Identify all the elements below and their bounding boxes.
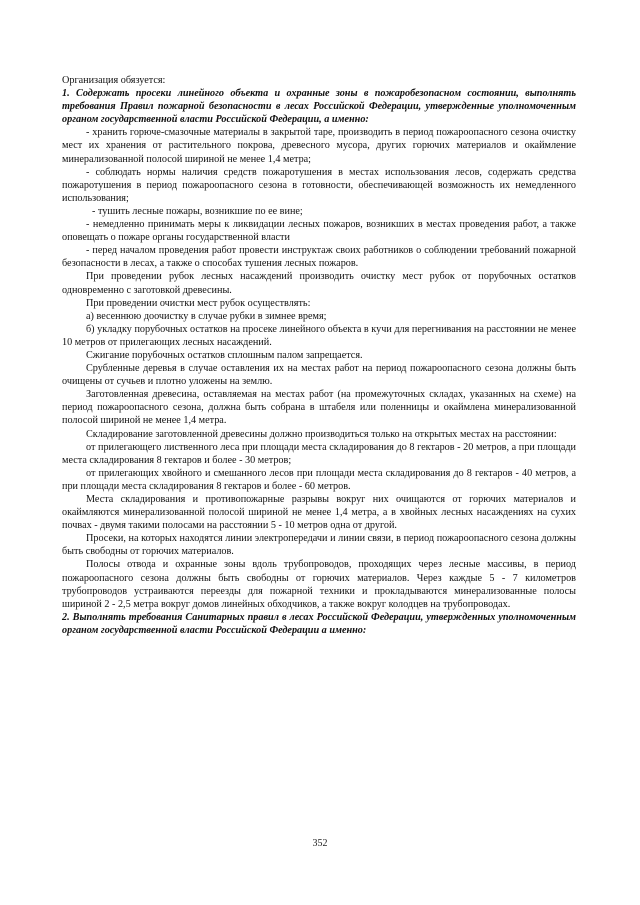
paragraph-briefing: - перед началом проведения работ провести инструктаж своих работников о соблюдении требований пожарной безопасности в лесах, а также о способах тушения лесных пожаров. [62, 245, 576, 270]
paragraph-burning-prohibited: Сжигание порубочных остатков сплошным палом запрещается. [86, 349, 363, 361]
page-number: 352 [312, 838, 328, 849]
paragraph-coniferous-distance: от прилегающих хвойного и смешанного лесов при площади места складирования до 8 гектаров - 40 метров, а при площади места складирования 8 гектаров и более - 60 метров. [62, 467, 576, 492]
paragraph-liquidation-measures: - немедленно принимать меры к ликвидации лесных пожаров, возникших в местах проведения работ, а также оповещать о пожаре органы государственной власти [62, 219, 576, 244]
paragraph-item-a: а) весеннюю доочистку в случае рубки в зимнее время; [86, 310, 327, 322]
paragraph-firefighting-means: - соблюдать нормы наличия средств пожаротушения в местах использования лесов, содержать средства пожаротушения в период пожароопасного сезона в готовности, обеспечивающей возможность их немедленного использования; [62, 166, 576, 204]
document-page [62, 74, 576, 637]
paragraph-extinguish-fires: - тушить лесные пожары, возникшие по ее вине; [92, 205, 303, 217]
paragraph-pipelines: Полосы отвода и охранные зоны вдоль трубопроводов, проходящих через лесные массивы, в период пожароопасного сезона должны быть свободны от горючих материалов. Через каждые 5 - 7 километров трубопроводов устраиваются переезды для пожарной техники и прокладываются минерализованные полосы шириной 2 - 2,5 метра вокруг домов линейных обходчиков, а также вокруг колодцев на трубопроводах. [62, 559, 576, 610]
paragraph-logging-cleanup: При проведении рубок лесных насаждений производить очистку мест рубок от порубочных остатков одновременно с заготовкой древесины. [62, 271, 576, 296]
paragraph-harvested-wood: Заготовленная древесина, оставляемая на местах работ (на промежуточных складах, указанных на схеме) на период пожароопасного сезона, должна быть собрана в штабеля или поленницы и окаймлена минерализованной полосой шириной не менее 1,4 метра. [62, 389, 576, 427]
paragraph-felled-trees: Срубленные деревья в случае оставления их на местах работ на период пожароопасного сезона должны быть очищены от сучьев и плотно уложены на землю. [62, 363, 576, 388]
paragraph-cleanup-intro: При проведении очистки мест рубок осуществлять: [86, 297, 311, 309]
section-2-heading: 2. Выполнять требования Санитарных правил в лесах Российской Федерации, утвержденных уполномоченным органом государственной власти Российской Федерации а именно: [62, 611, 576, 636]
paragraph-fuel-storage: - хранить горюче-смазочные материалы в закрытой таре, производить в период пожароопасного сезона очистку мест их хранения от растительного покрова, древесного мусора, других горючих материалов и окаймление минерализованной полосой шириной не менее 1,4 метра; [62, 127, 576, 165]
paragraph-power-lines: Просеки, на которых находятся линии электропередачи и линии связи, в период пожароопасного сезона должны быть свободны от горючих материалов. [62, 533, 576, 558]
paragraph-item-b: б) укладку порубочных остатков на просеке линейного объекта в кучи для перегнивания на расстоянии не менее 10 метров от прилегающих лесных насаждений. [62, 323, 576, 348]
paragraph-storage-distance: Складирование заготовленной древесины должно производиться только на открытых местах на расстоянии: [86, 428, 557, 440]
intro-line: Организация обязуется: [62, 75, 166, 86]
paragraph-firebreaks: Места складирования и противопожарные разрывы вокруг них очищаются от горючих материалов и окаймляются минерализованной полосой шириной не менее 1,4 метра, а в хвойных лесных насаждениях на сухих почвах - двумя такими полосами на расстоянии 5 - 10 метров одна от другой. [62, 494, 576, 532]
section-1-heading: 1. Содержать просеки линейного объекта и охранные зоны в пожаробезопасном состоянии, выполнять требования Правил пожарной безопасности в лесах Российской Федерации, утвержденные уполномоченным органом государственной власти Российской Федерации, а именно: [62, 88, 576, 126]
paragraph-deciduous-distance: от прилегающего лиственного леса при площади места складирования до 8 гектаров - 20 метров, а при площади места складирования 8 гектаров и более - 30 метров; [62, 441, 576, 466]
